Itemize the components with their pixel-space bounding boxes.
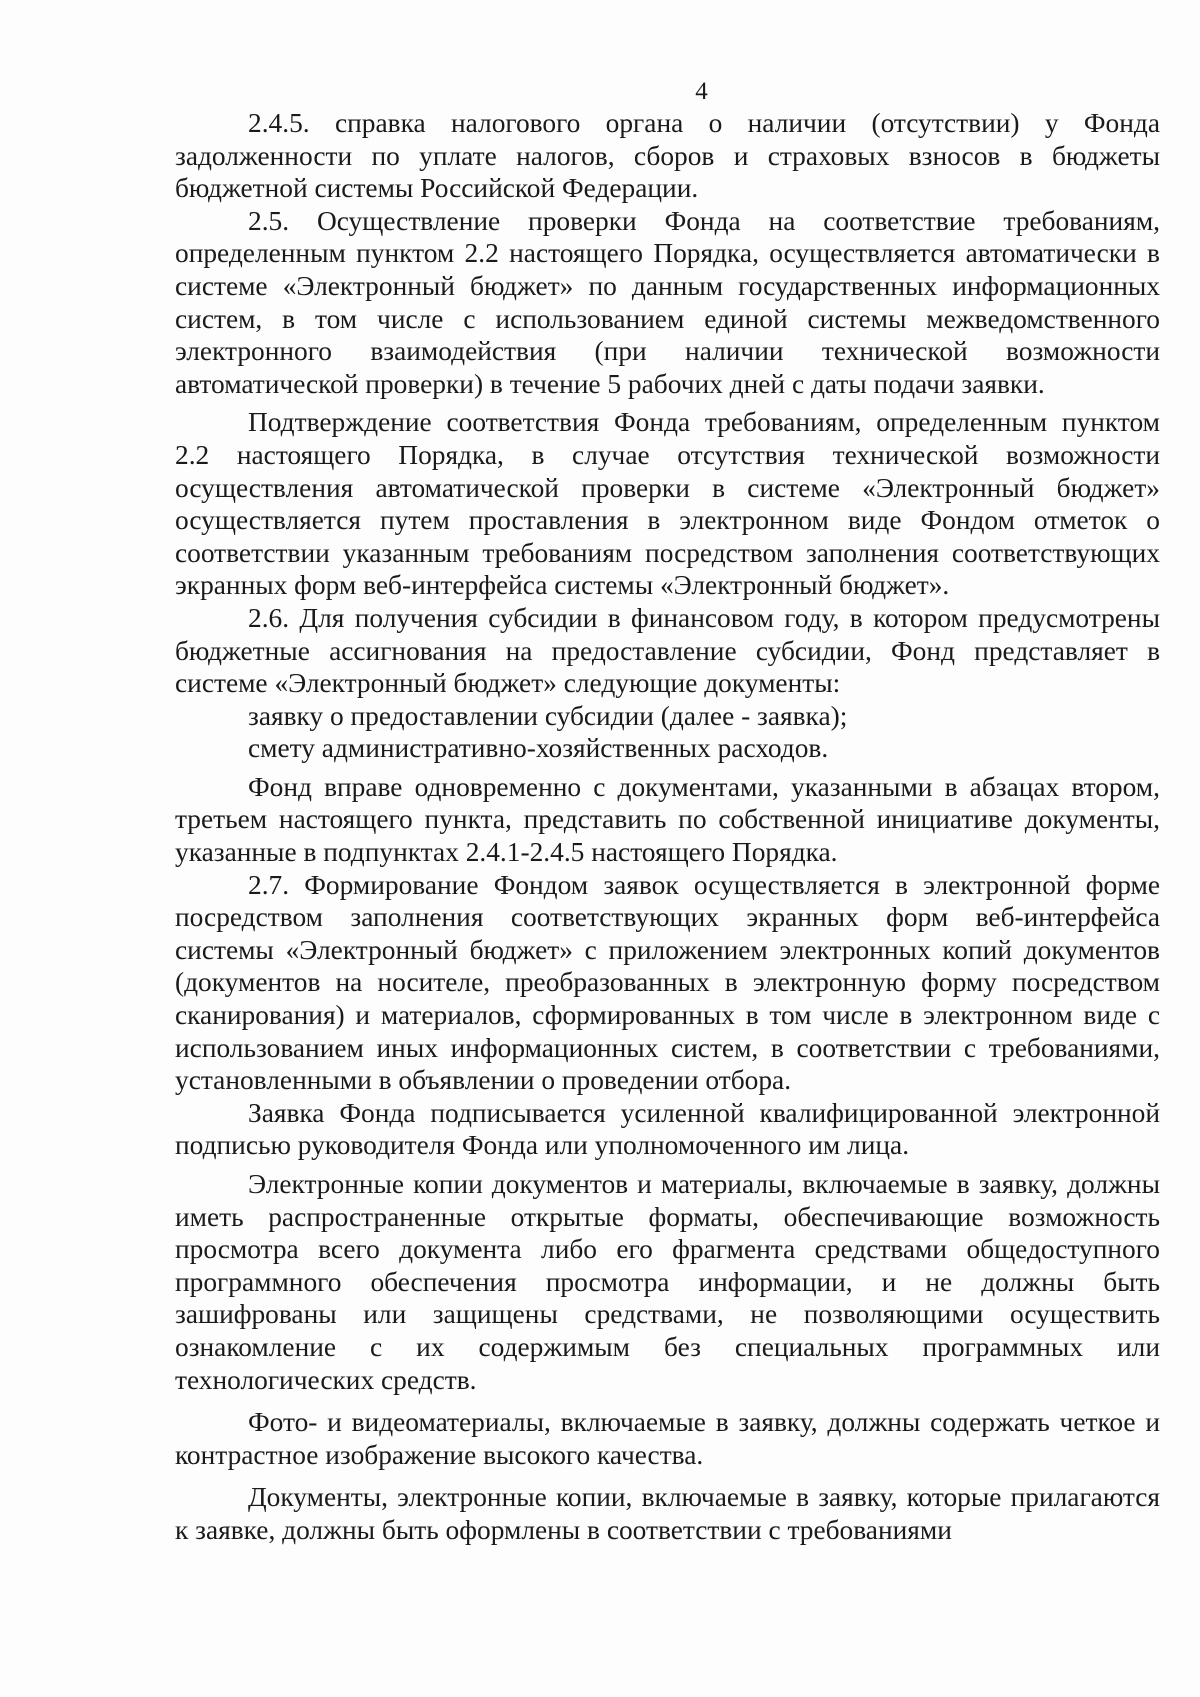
- paragraph-electronic-copies: Электронные копии документов и материалы, включаемые в заявку, должны иметь распространенные открытые форматы, обеспечивающие возможность просмотра всего документа либо его фрагмента средствами общедоступного программного обеспечения просмотра информации, и не должны быть зашифрованы или защищены средствами, не позволяющими осуществить ознакомление с их содержимым без специальных программных или технологических средств.: [175, 1169, 1160, 1395]
- paragraph-2-7: 2.7. Формирование Фондом заявок осуществляется в электронной форме посредством заполнения соответствующих экранных форм веб-интерфейса системы «Электронный бюджет» с приложением электронных копий документов (документов на носителе, преобразованных в электронную форму посредством сканирования) и материалов, сформированных в том числе в электронном виде с использованием иных информационных систем, в соответствии с требованиями, установленными в объявлении о проведении отбора.: [175, 869, 1160, 1096]
- paragraph-2-4-5: 2.4.5. справка налогового органа о наличии (отсутствии) у Фонда задолженности по уплате налогов, сборов и страховых взносов в бюджеты бюджетной системы Российской Федерации.: [175, 108, 1160, 204]
- paragraph-2-6: 2.6. Для получения субсидии в финансовом году, в котором предусмотрены бюджетные ассигнования на предоставление субсидии, Фонд представляет в системе «Электронный бюджет» следующие документы:: [175, 602, 1160, 699]
- page-number: 4: [695, 78, 708, 105]
- document-body: [175, 107, 1160, 1547]
- paragraph-2-5: 2.5. Осуществление проверки Фонда на соответствие требованиям, определенным пунктом 2.2 настоящего Порядка, осуществляется автоматически в системе «Электронный бюджет» по данным государственных информационных систем, в том числе с использованием единой системы межведомственного электронного взаимодействия (при наличии технической возможности автоматической проверки) в течение 5 рабочих дней с даты подачи заявки.: [175, 205, 1160, 399]
- paragraph-confirmation: Подтверждение соответствия Фонда требованиям, определенным пунктом 2.2 настоящего Порядка, в случае отсутствия технической возможности осуществления автоматической проверки в системе «Электронный бюджет» осуществляется путем проставления в электронном виде Фондом отметок о соответствии указанным требованиям посредством заполнения соответствующих экранных форм веб-интерфейса системы «Электронный бюджет».: [175, 407, 1160, 601]
- paragraph-signature: Заявка Фонда подписывается усиленной квалифицированной электронной подписью руководителя Фонда или уполномоченного им лица.: [175, 1097, 1160, 1161]
- paragraph-application-item: заявку о предоставлении субсидии (далее - заявка);: [248, 700, 848, 731]
- paragraph-estimate-item: смету административно-хозяйственных расходов.: [248, 733, 829, 764]
- paragraph-fund-right: Фонд вправе одновременно с документами, указанными в абзацах втором, третьем настоящего пункта, представить по собственной инициативе документы, указанные в подпунктах 2.4.1-2.4.5 настоящего Порядка.: [175, 771, 1160, 868]
- paragraph-documents: Документы, электронные копии, включаемые в заявку, которые прилагаются к заявке, должны быть оформлены в соответствии с требованиями: [175, 1482, 1160, 1545]
- paragraph-photo-video: Фото- и видеоматериалы, включаемые в заявку, должны содержать четкое и контрастное изображение высокого качества.: [175, 1407, 1160, 1470]
